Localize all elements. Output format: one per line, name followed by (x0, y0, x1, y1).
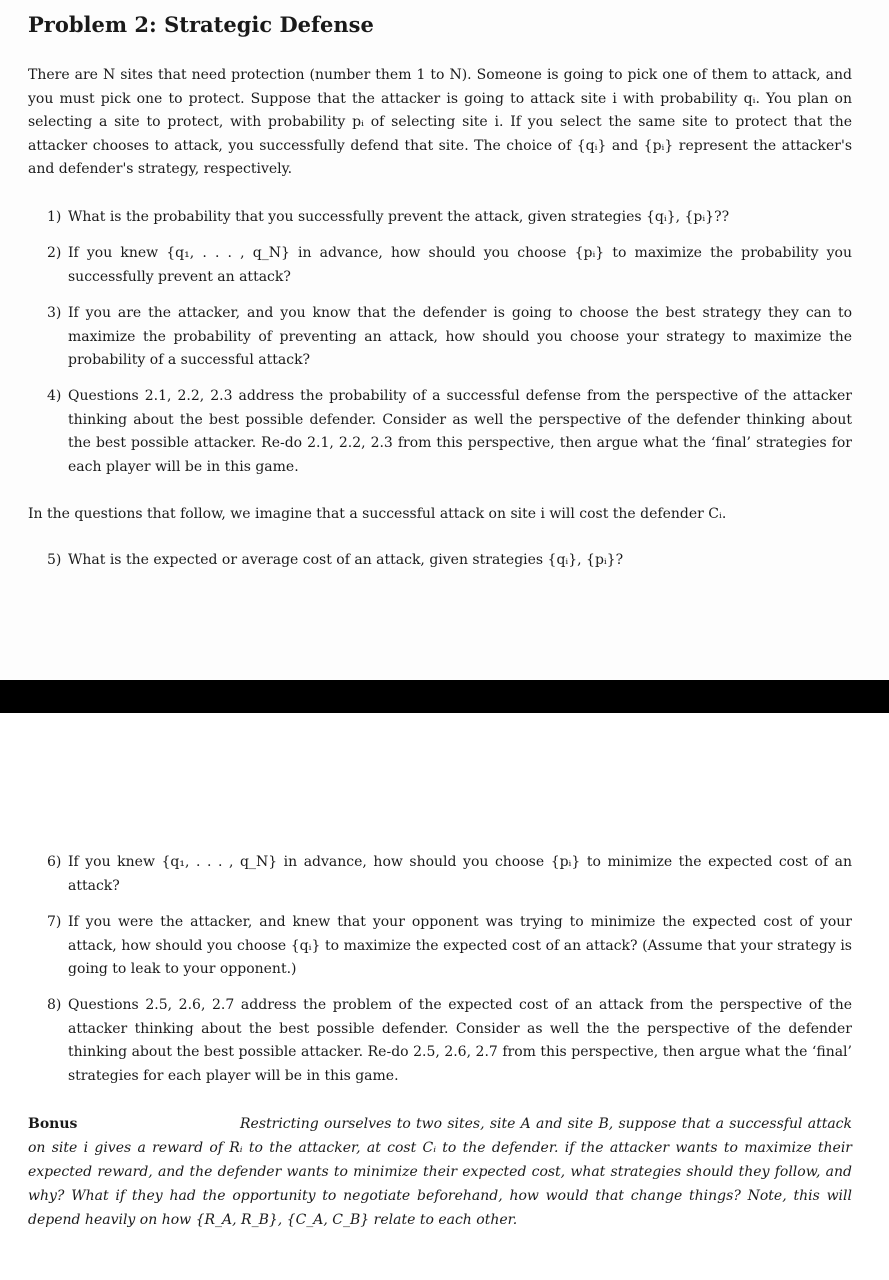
question-8 (47, 994, 852, 1088)
bonus-label: Bonus (28, 1116, 78, 1132)
question-number: 8) (47, 997, 62, 1013)
question-number: 7) (47, 914, 62, 930)
question-3 (47, 302, 852, 373)
cost-intro-paragraph: In the questions that follow, we imagine that a successful attack on site i will cost the defender Cᵢ. (28, 506, 727, 522)
question-text: Questions 2.1, 2.2, 2.3 address the probability of a successful defense from the perspective of the attacker thinking about the best possible defender. Consider as well the perspective of the defender thinking about the best possible attacker. Re-do 2.1, 2.2, 2.3 from this perspective, then argue what the ‘final’ strategies for each player will be in this game. (68, 388, 852, 475)
intro-paragraph: There are N sites that need protection (number them 1 to N). Someone is going to pick one of them to attack, and you must pick one to protect. Suppose that the attacker is going to attack site i with probability qᵢ. You plan on selecting a site to protect, with probability pᵢ of selecting site i. If you select the same site to protect that the attacker chooses to attack, you successfully defend that site. The choice of {qᵢ} and {pᵢ} represent the attacker's and defender's strategy, respectively. (28, 67, 852, 177)
question-7 (47, 911, 852, 982)
question-number: 5) (47, 552, 62, 568)
question-5 (47, 549, 852, 573)
bonus-section (28, 1112, 852, 1232)
question-2 (47, 242, 852, 289)
question-number: 6) (47, 854, 62, 870)
question-text: If you knew {q₁, . . . , q_N} in advance, how should you choose {pᵢ} to maximize the probability you successfully prevent an attack? (68, 245, 852, 285)
question-1 (47, 206, 852, 230)
question-number: 3) (47, 305, 62, 321)
question-text: What is the probability that you successfully prevent the attack, given strategies {qᵢ}, {pᵢ}?? (68, 209, 730, 225)
question-6 (47, 851, 852, 898)
page-separator-band (0, 680, 889, 713)
question-number: 4) (47, 388, 62, 404)
problem-title: Problem 2: Strategic Defense (28, 12, 374, 37)
bonus-text: Restricting ourselves to two sites, site A and site B, suppose that a successful attack on site i gives a reward of Rᵢ to the attacker, at cost Cᵢ to the defender. if the attacker wants to maximize their expected reward, and the defender wants to minimize their expected cost, what strategies should they follow, and why? What if they had the opportunity to negotiate beforehand, how would that change things? Note, this will depend heavily on how {R_A, R_B}, {C_A, C_B} relate to each other. (28, 1116, 852, 1228)
question-text: Questions 2.5, 2.6, 2.7 address the problem of the expected cost of an attack from the perspective of the attacker thinking about the best possible defender. Consider as well the the perspective of the defender thinking about the best possible attacker. Re-do 2.5, 2.6, 2.7 from this perspective, then argue what the ‘final’ strategies for each player will be in this game. (68, 997, 852, 1084)
question-text: What is the expected or average cost of an attack, given strategies {qᵢ}, {pᵢ}? (68, 552, 624, 568)
question-text: If you are the attacker, and you know that the defender is going to choose the best strategy they can to maximize the probability of preventing an attack, how should you choose your strategy to maximize the probability of a successful attack? (68, 305, 852, 368)
question-4 (47, 385, 852, 479)
question-number: 2) (47, 245, 62, 261)
question-text: If you knew {q₁, . . . , q_N} in advance, how should you choose {pᵢ} to minimize the expected cost of an attack? (68, 854, 852, 894)
question-text: If you were the attacker, and knew that your opponent was trying to minimize the expected cost of your attack, how should you choose {qᵢ} to maximize the expected cost of an attack? (Assume that your strategy is going to leak to your opponent.) (68, 914, 852, 977)
question-number: 1) (47, 209, 62, 225)
